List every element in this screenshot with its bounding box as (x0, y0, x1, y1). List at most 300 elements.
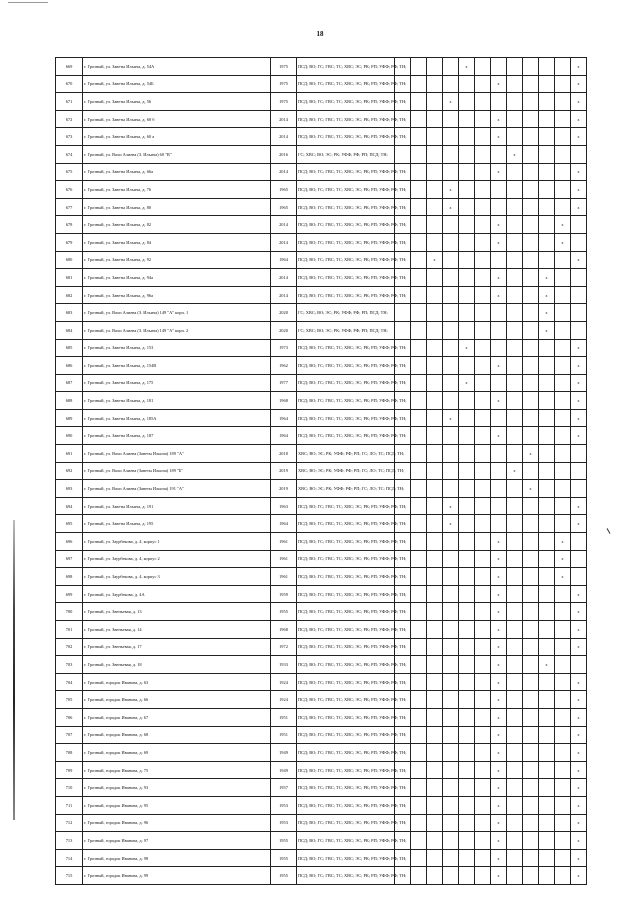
mark-cell (523, 181, 539, 199)
year-cell: 1961 (271, 550, 297, 568)
mark-cell (459, 233, 475, 251)
mark-cell (523, 128, 539, 146)
mark-cell (507, 568, 523, 586)
scan-artifact-mark (607, 528, 611, 534)
mark-cell (507, 445, 523, 463)
mark-cell (459, 585, 475, 603)
table-row (56, 849, 587, 867)
mark-cell (555, 462, 571, 480)
mark-cell (411, 849, 427, 867)
mark-cell (459, 445, 475, 463)
mark-cell (459, 779, 475, 797)
row-number-cell: 695 (56, 515, 83, 533)
mark-cell: x (571, 796, 587, 814)
table-row (56, 409, 587, 427)
systems-codes-cell: ПСД; ВО; ГС; ГВС; ТС; ХВС; ЭС; РК; РП; УФФ; РФ; ТН; (297, 110, 395, 128)
mark-cell (539, 462, 555, 480)
mark-cell (475, 726, 491, 744)
systems-codes-cell: ПСД; ВО; ГС; ГВС; ТС; ХВС; ЭС; РК; РП; УФФ; РФ; ТН; (297, 761, 395, 779)
table-row (56, 286, 587, 304)
year-cell: 1924 (271, 673, 297, 691)
mark-cell: x (491, 357, 507, 375)
mark-cell (411, 691, 427, 709)
mark-cell: x (571, 779, 587, 797)
address-cell: г. Грозный, ул. Заветы Ильича, д. 60 б (83, 110, 271, 128)
mark-cell: x (491, 568, 507, 586)
systems-codes-cell: ПСД; ВО; ГС; ГВС; ТС; ХВС; ЭС; РК; РП; УФФ; РФ; ТН; (297, 93, 395, 111)
mark-cell (539, 814, 555, 832)
mark-cell (523, 251, 539, 269)
mark-cell (411, 726, 427, 744)
mark-cell (539, 392, 555, 410)
mark-cell: x (491, 779, 507, 797)
address-cell: г. Грозный, ул. Заветы Ильича, д. 92 (83, 251, 271, 269)
mark-cell (427, 374, 443, 392)
address-cell: г. Грозный, ул. Заветы Ильича, д. 191 (83, 497, 271, 515)
mark-cell (507, 656, 523, 674)
mark-cell: x (571, 110, 587, 128)
mark-cell (523, 638, 539, 656)
row-number-cell: 706 (56, 708, 83, 726)
mark-cell (507, 427, 523, 445)
mark-cell (571, 445, 587, 463)
row-number-cell: 670 (56, 75, 83, 93)
mark-cell (507, 216, 523, 234)
table-row (56, 585, 587, 603)
mark-cell (539, 585, 555, 603)
systems-codes-cell: ПСД; ВО; ГС; ГВС; ТС; ХВС; ЭС; РК; РП; УФФ; РФ; ТН; (297, 374, 395, 392)
mark-cell (475, 585, 491, 603)
mark-cell (523, 497, 539, 515)
systems-codes-cell: ПСД; ВО; ГС; ГВС; ТС; ХВС; ЭС; РК; РП; УФФ; РФ; ТН; (297, 603, 395, 621)
mark-cell (539, 110, 555, 128)
address-cell: г. Грозный, ул. Заурбекова, д. 4, корпус 2 (83, 550, 271, 568)
row-number-cell: 705 (56, 691, 83, 709)
mark-cell (475, 145, 491, 163)
mark-cell (443, 427, 459, 445)
mark-cell (427, 392, 443, 410)
row-number-cell: 713 (56, 832, 83, 850)
mark-cell: x (571, 621, 587, 639)
mark-cell (459, 621, 475, 639)
mark-cell (507, 480, 523, 498)
mark-cell (475, 497, 491, 515)
address-cell: г. Грозный, городок Иванова, д. 99 (83, 867, 271, 885)
mark-cell (507, 233, 523, 251)
mark-cell: x (491, 603, 507, 621)
row-number-cell: 691 (56, 445, 83, 463)
mark-cell (555, 515, 571, 533)
mark-cell (443, 110, 459, 128)
row-number-cell: 698 (56, 568, 83, 586)
mark-cell: x (491, 761, 507, 779)
mark-cell (427, 568, 443, 586)
year-cell: 1957 (271, 779, 297, 797)
row-number-cell: 707 (56, 726, 83, 744)
mark-cell (411, 163, 427, 181)
mark-cell (427, 849, 443, 867)
mark-cell (475, 269, 491, 287)
mark-cell: x (571, 673, 587, 691)
mark-cell (427, 603, 443, 621)
mark-cell (443, 849, 459, 867)
mark-cell (523, 796, 539, 814)
year-cell: 1924 (271, 691, 297, 709)
mark-cell (507, 93, 523, 111)
mark-cell (475, 849, 491, 867)
mark-cell (523, 145, 539, 163)
mark-cell (523, 814, 539, 832)
mark-cell (539, 427, 555, 445)
systems-codes-cell: ПСД; ВО; ГС; ГВС; ТС; ХВС; ЭС; РК; РП; УФФ; РФ; ТН; (297, 849, 395, 867)
mark-cell (555, 409, 571, 427)
mark-cell (475, 75, 491, 93)
systems-codes-cell: ПСД; ВО; ГС; ГВС; ТС; ХВС; ЭС; РК; РП; УФФ; РФ; ТН; (297, 708, 395, 726)
table-row (56, 814, 587, 832)
mark-cell (427, 462, 443, 480)
mark-cell (507, 128, 523, 146)
mark-cell (427, 128, 443, 146)
systems-codes-cell: ПСД; ВО; ГС; ГВС; ТС; ХВС; ЭС; РК; РП; УФФ; РФ; ТН; (297, 673, 395, 691)
mark-cell (555, 445, 571, 463)
mark-cell (523, 515, 539, 533)
systems-codes-cell: ПСД; ВО; ГС; ГВС; ТС; ХВС; ЭС; РК; РП; УФФ; РФ; ТН; (297, 357, 395, 375)
systems-codes-cell: ПСД; ВО; ГС; ГВС; ТС; ХВС; ЭС; РК; РП; УФФ; РФ; ТН; (297, 427, 395, 445)
mark-cell (507, 621, 523, 639)
row-number-cell: 696 (56, 533, 83, 551)
systems-codes-cell: ХВС; ВО; ЭС; РК; УФФ; РФ; РП; ГС; ЛО; ТС; ПСД; ТН; (297, 480, 395, 498)
address-cell: г. Грозный, ул. Заветы Ильича, д. 175 (83, 374, 271, 392)
mark-cell (427, 339, 443, 357)
mark-cell (507, 181, 523, 199)
row-number-cell: 702 (56, 638, 83, 656)
mark-cell: x (539, 656, 555, 674)
mark-cell: x (571, 128, 587, 146)
row-number-cell: 714 (56, 849, 83, 867)
mark-cell: x (491, 708, 507, 726)
table-row (56, 58, 587, 76)
mark-cell (571, 533, 587, 551)
mark-cell (459, 867, 475, 885)
systems-codes-cell: ПСД; ВО; ГС; ГВС; ТС; ХВС; ЭС; РК; РП; УФФ; РФ; ТН; (297, 269, 395, 287)
address-cell: г. Грозный, городок Иванова, д. 97 (83, 832, 271, 850)
mark-cell: x (571, 339, 587, 357)
mark-cell (571, 233, 587, 251)
mark-cell (443, 761, 459, 779)
address-cell: г. Грозный, ул. Вахи Алиева (З. Ильича) 149 "А" корп. 1 (83, 304, 271, 322)
mark-cell (555, 867, 571, 885)
mark-cell: x (459, 374, 475, 392)
mark-cell (523, 233, 539, 251)
mark-cell (427, 304, 443, 322)
mark-cell: x (491, 233, 507, 251)
mark-cell (443, 480, 459, 498)
mark-cell (427, 638, 443, 656)
mark-cell: x (571, 867, 587, 885)
mark-cell (491, 251, 507, 269)
mark-cell (507, 796, 523, 814)
mark-cell (507, 515, 523, 533)
mark-cell (555, 814, 571, 832)
address-cell: г. Грозный, ул. Заурбекова, д. 4А (83, 585, 271, 603)
mark-cell (459, 814, 475, 832)
mark-cell: x (491, 163, 507, 181)
mark-cell (571, 145, 587, 163)
address-cell: г. Грозный, ул. Заветы Ильича, д. 96а (83, 286, 271, 304)
mark-cell (555, 198, 571, 216)
year-cell: 1964 (271, 251, 297, 269)
mark-cell (411, 744, 427, 762)
mark-cell (459, 550, 475, 568)
mark-cell (539, 796, 555, 814)
mark-cell (539, 621, 555, 639)
mark-cell (555, 286, 571, 304)
mark-cell (427, 832, 443, 850)
mark-cell (523, 216, 539, 234)
year-cell: 1933 (271, 656, 297, 674)
row-number-cell: 680 (56, 251, 83, 269)
mark-cell (523, 726, 539, 744)
year-cell: 2016 (271, 145, 297, 163)
mark-cell (507, 744, 523, 762)
row-number-cell: 715 (56, 867, 83, 885)
mark-cell (395, 145, 411, 163)
mark-cell (411, 462, 427, 480)
mark-cell (427, 761, 443, 779)
mark-cell (427, 480, 443, 498)
table-row (56, 75, 587, 93)
row-number-cell: 701 (56, 621, 83, 639)
table-row (56, 198, 587, 216)
mark-cell (475, 796, 491, 814)
mark-cell: x (491, 867, 507, 885)
mark-cell: x (571, 515, 587, 533)
mark-cell (475, 621, 491, 639)
mark-cell (427, 445, 443, 463)
systems-codes-cell: ХВС; ВО; ЭС; РК; УФФ; РФ; РП; ГС; ЛО; ТС; ПСД; ТН; (297, 462, 395, 480)
row-number-cell: 692 (56, 462, 83, 480)
mark-cell: x (491, 744, 507, 762)
mark-cell (523, 304, 539, 322)
mark-cell (539, 726, 555, 744)
mark-cell (539, 216, 555, 234)
mark-cell (411, 480, 427, 498)
mark-cell (427, 163, 443, 181)
scan-artifact-left-edge (13, 520, 15, 820)
mark-cell: x (571, 163, 587, 181)
mark-cell (475, 779, 491, 797)
row-number-cell: 689 (56, 409, 83, 427)
address-cell: г. Грозный, ул. Заветы Ильича, д. 181 (83, 392, 271, 410)
mark-cell (443, 585, 459, 603)
mark-cell (427, 814, 443, 832)
mark-cell (411, 233, 427, 251)
mark-cell: x (555, 568, 571, 586)
mark-cell (411, 304, 427, 322)
mark-cell (427, 550, 443, 568)
systems-codes-cell: ПСД; ВО; ГС; ГВС; ТС; ХВС; ЭС; РК; РП; УФФ; РФ; ТН; (297, 691, 395, 709)
table-row (56, 779, 587, 797)
mark-cell (523, 110, 539, 128)
mark-cell (571, 550, 587, 568)
mark-cell (523, 585, 539, 603)
mark-cell (507, 691, 523, 709)
mark-cell (475, 198, 491, 216)
mark-cell (411, 603, 427, 621)
mark-cell: x (443, 93, 459, 111)
mark-cell: x (571, 93, 587, 111)
mark-cell (523, 339, 539, 357)
mark-cell (571, 480, 587, 498)
mark-cell (475, 374, 491, 392)
mark-cell (411, 708, 427, 726)
address-cell: г. Грозный, ул. Заветы Ильича, д. 94а (83, 269, 271, 287)
systems-codes-cell: ПСД; ВО; ГС; ГВС; ТС; ХВС; ЭС; РК; РП; УФФ; РФ; ТН; (297, 726, 395, 744)
mark-cell (459, 321, 475, 339)
mark-cell (571, 269, 587, 287)
mark-cell: x (571, 392, 587, 410)
mark-cell (459, 357, 475, 375)
mark-cell (523, 269, 539, 287)
mark-cell (539, 673, 555, 691)
mark-cell (539, 93, 555, 111)
mark-cell: x (571, 603, 587, 621)
mark-cell: x (507, 145, 523, 163)
mark-cell (523, 286, 539, 304)
mark-cell (507, 321, 523, 339)
mark-cell (411, 409, 427, 427)
mark-cell (555, 480, 571, 498)
mark-cell (539, 779, 555, 797)
mark-cell (555, 181, 571, 199)
year-cell: 2014 (271, 269, 297, 287)
mark-cell: x (571, 708, 587, 726)
row-number-cell: 681 (56, 269, 83, 287)
mark-cell (555, 357, 571, 375)
mark-cell (427, 779, 443, 797)
mark-cell (459, 409, 475, 427)
year-cell: 1949 (271, 744, 297, 762)
address-cell: г. Грозный, городок Иванова, д. 75 (83, 761, 271, 779)
address-cell: г. Грозный, городок Иванова, д. 96 (83, 814, 271, 832)
address-cell: г. Грозный, ул. Заветы Ильича, д. 154В (83, 357, 271, 375)
table-row (56, 691, 587, 709)
year-cell: 1975 (271, 58, 297, 76)
mark-cell (475, 427, 491, 445)
mark-cell (411, 198, 427, 216)
mark-cell (523, 357, 539, 375)
mark-cell (491, 374, 507, 392)
systems-codes-cell: ПСД; ВО; ГС; ГВС; ТС; ХВС; ЭС; РК; РП; УФФ; РФ; ТН; (297, 832, 395, 850)
mark-cell (507, 832, 523, 850)
mark-cell (443, 163, 459, 181)
table-row (56, 796, 587, 814)
mark-cell (475, 867, 491, 885)
mark-cell (459, 691, 475, 709)
mark-cell (507, 673, 523, 691)
mark-cell (411, 145, 427, 163)
row-number-cell: 671 (56, 93, 83, 111)
table-row (56, 708, 587, 726)
mark-cell (443, 779, 459, 797)
mark-cell (555, 163, 571, 181)
table-row (56, 462, 587, 480)
address-cell: г. Грозный, ул. Заветы Ильича, д. 66а (83, 163, 271, 181)
mark-cell: x (571, 181, 587, 199)
mark-cell (571, 286, 587, 304)
year-cell: 2014 (271, 286, 297, 304)
systems-codes-cell: ПСД; ВО; ГС; ГВС; ТС; ХВС; ЭС; РК; РП; УФФ; РФ; ТН; (297, 286, 395, 304)
mark-cell (427, 708, 443, 726)
row-number-cell: 697 (56, 550, 83, 568)
mark-cell (443, 321, 459, 339)
mark-cell: x (555, 533, 571, 551)
address-cell: г. Грозный, ул. Заветы Ильича, д. 82 (83, 216, 271, 234)
mark-cell (507, 550, 523, 568)
mark-cell (443, 691, 459, 709)
mark-cell (555, 656, 571, 674)
mark-cell (443, 445, 459, 463)
mark-cell (427, 216, 443, 234)
mark-cell (475, 163, 491, 181)
mark-cell (555, 392, 571, 410)
mark-cell (443, 726, 459, 744)
mark-cell (507, 286, 523, 304)
housing-register-table (55, 57, 587, 885)
mark-cell (475, 93, 491, 111)
address-cell: г. Грозный, ул. Заветы Ильича, д. 153 (83, 339, 271, 357)
mark-cell (443, 708, 459, 726)
table-row (56, 656, 587, 674)
mark-cell (555, 75, 571, 93)
mark-cell (507, 392, 523, 410)
mark-cell (539, 867, 555, 885)
mark-cell (427, 321, 443, 339)
mark-cell (459, 726, 475, 744)
systems-codes-cell: ПСД; ВО; ГС; ГВС; ТС; ХВС; ЭС; РК; РП; УФФ; РФ; ТН; (297, 216, 395, 234)
mark-cell (475, 832, 491, 850)
mark-cell (523, 849, 539, 867)
address-cell: г. Грозный, ул. Звеньевая, д. 18 (83, 656, 271, 674)
mark-cell (411, 216, 427, 234)
mark-cell: x (571, 761, 587, 779)
mark-cell: x (491, 585, 507, 603)
mark-cell: x (491, 621, 507, 639)
systems-codes-cell: ХВС; ВО; ЭС; РК; УФФ; РФ; РП; ГС; ЛО; ТС; ПСД; ТН; (297, 445, 395, 463)
mark-cell (507, 761, 523, 779)
mark-cell: x (571, 427, 587, 445)
mark-cell (443, 216, 459, 234)
mark-cell (523, 321, 539, 339)
mark-cell (443, 796, 459, 814)
systems-codes-cell: ГС; ХВС; ВО; ЭС; РК; УФФ; РФ; РП; ПСД; ТН; (297, 304, 395, 322)
year-cell: 1961 (271, 568, 297, 586)
mark-cell: x (459, 339, 475, 357)
mark-cell (411, 339, 427, 357)
mark-cell (539, 251, 555, 269)
mark-cell (459, 93, 475, 111)
mark-cell (475, 304, 491, 322)
address-cell: г. Грозный, ул. Вахи Алиева (З. Ильича) 149 "А" корп. 2 (83, 321, 271, 339)
mark-cell (443, 304, 459, 322)
mark-cell (555, 796, 571, 814)
mark-cell (411, 269, 427, 287)
mark-cell (523, 708, 539, 726)
mark-cell (427, 726, 443, 744)
mark-cell (411, 181, 427, 199)
mark-cell (475, 110, 491, 128)
systems-codes-cell: ПСД; ВО; ГС; ГВС; ТС; ХВС; ЭС; РК; РП; УФФ; РФ; ТН; (297, 796, 395, 814)
